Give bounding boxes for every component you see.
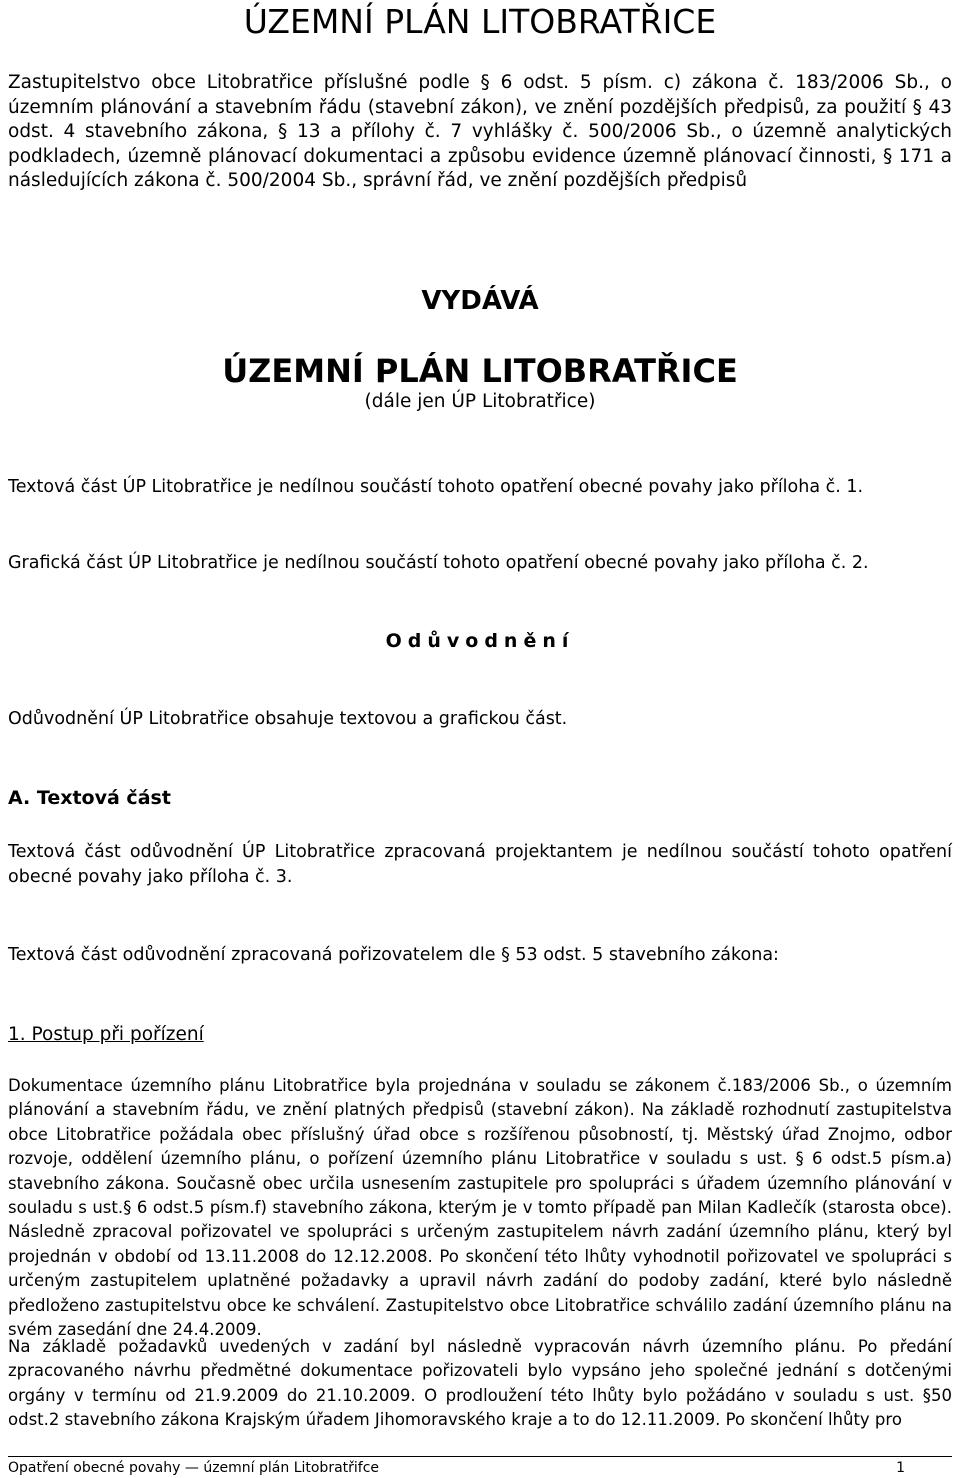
section-1-body: Dokumentace územního plánu Litobratřice byla projednána v souladu se zákonem č.183/2006 Sb., o územním plánování a stavebním řádu, ve znění platných předpisů (stavební zákon). Na základě rozhodnutí zastupitelstva obce Litobratřice požádala obec příslušný úřad obce s rozšířenou působností, tj. Městský úřad Znojmo, odbor rozvoje, oddělení územního plánu, o pořízení územního plánu Litobratřice v souladu s ust. § 6 odst.5 písm.a) stavebního zákona. Současně obec určila usnesením zastupitele pro spolupráci s úřadem územního plánování v souladu s ust.§ 6 odst.5 písm.f) stavebního zákona, kterým je v tomto případě pan Milan Kadlečík (starosta obce). Následně zpracoval pořizovatel ve spolupráci s určeným zastupitelem návrh zadání územního plánu, který byl projednán v období od 13.11.2008 do 12.12.2008. Po skončení této lhůty vyhodnotil pořizovatel ve spolupráci s určeným zastupitelem uplatněné požadavky a upravil návrh zadání do podoby zadání, které bylo následně předloženo zastupitelstvu obce ke schválení. Zastupitelstvo obce Litobratřice schválilo zadání územního plánu na svém zasedání dne 24.4.2009.	[8, 1076, 952, 1340]
graphic-part-note: Grafická část ÚP Litobratřice je nedílnou součástí tohoto opatření obecné povahy jako příloha č. 2.	[8, 553, 869, 573]
section-1-body-continued: Na základě požadavků uvedených v zadání byl následně vypracován návrh územního plánu. Po předání zpracovaného návrhu předmětné dokumentace pořizovateli bylo vypsáno jeho společné jednání s dotčenými orgány v termínu od 21.9.2009 do 21.10.2009. O prodloužení této lhůty bylo požádáno v souladu s ust. §50 odst.2 stavebního zákona Krajským úřadem Jihomoravského kraje a to do 12.11.2009. Po skončení lhůty pro	[8, 1337, 952, 1430]
footer-label: Opatření obecné povahy — územní plán Litobratřifce	[8, 1460, 380, 1476]
section-a-paragraph-2: Textová část odůvodnění zpracovaná pořizovatelem dle § 53 odst. 5 stavebního zákona:	[8, 945, 779, 965]
section-1-heading: 1. Postup při pořízení	[8, 1024, 204, 1045]
section-a-heading: A. Textová část	[8, 787, 171, 809]
section-a-paragraph-1: Textová část odůvodnění ÚP Litobratřice zpracovaná projektantem je nedílnou součástí tohoto opatření obecné povahy jako příloha č. 3.	[8, 842, 952, 887]
page-number: 1	[896, 1460, 905, 1476]
justification-intro: Odůvodnění ÚP Litobratřice obsahuje textovou a grafickou část.	[8, 709, 568, 729]
intro-paragraph: Zastupitelstvo obce Litobratřice příslušné podle § 6 odst. 5 písm. c) zákona č. 183/2006 Sb., o územním plánování a stavebním řádu (stavební zákon), ve znění pozdějších předpisů, za použití § 43 odst. 4 stavebního zákona, § 13 a přílohy č. 7 vyhlášky č. 500/2006 Sb., o územně analytických podkladech, územně plánovací dokumentaci a způsobu evidence územně plánovací činnosti, § 171 a následujících zákona č. 500/2004 Sb., správní řád, ve znění pozdějších předpisů	[8, 72, 952, 191]
footer-divider	[8, 1456, 952, 1457]
justification-heading: Odůvodnění	[385, 630, 575, 652]
plan-subtitle: (dále jen ÚP Litobratřice)	[364, 391, 596, 412]
plan-title: ÚZEMNÍ PLÁN LITOBRATŘICE	[222, 352, 738, 390]
text-part-note: Textová část ÚP Litobratřice je nedílnou součástí tohoto opatření obecné povahy jako příloha č. 1.	[8, 477, 864, 497]
document-title: ÚZEMNÍ PLÁN LITOBRATŘICE	[243, 2, 717, 41]
issues-heading: VYDÁVÁ	[421, 286, 539, 316]
